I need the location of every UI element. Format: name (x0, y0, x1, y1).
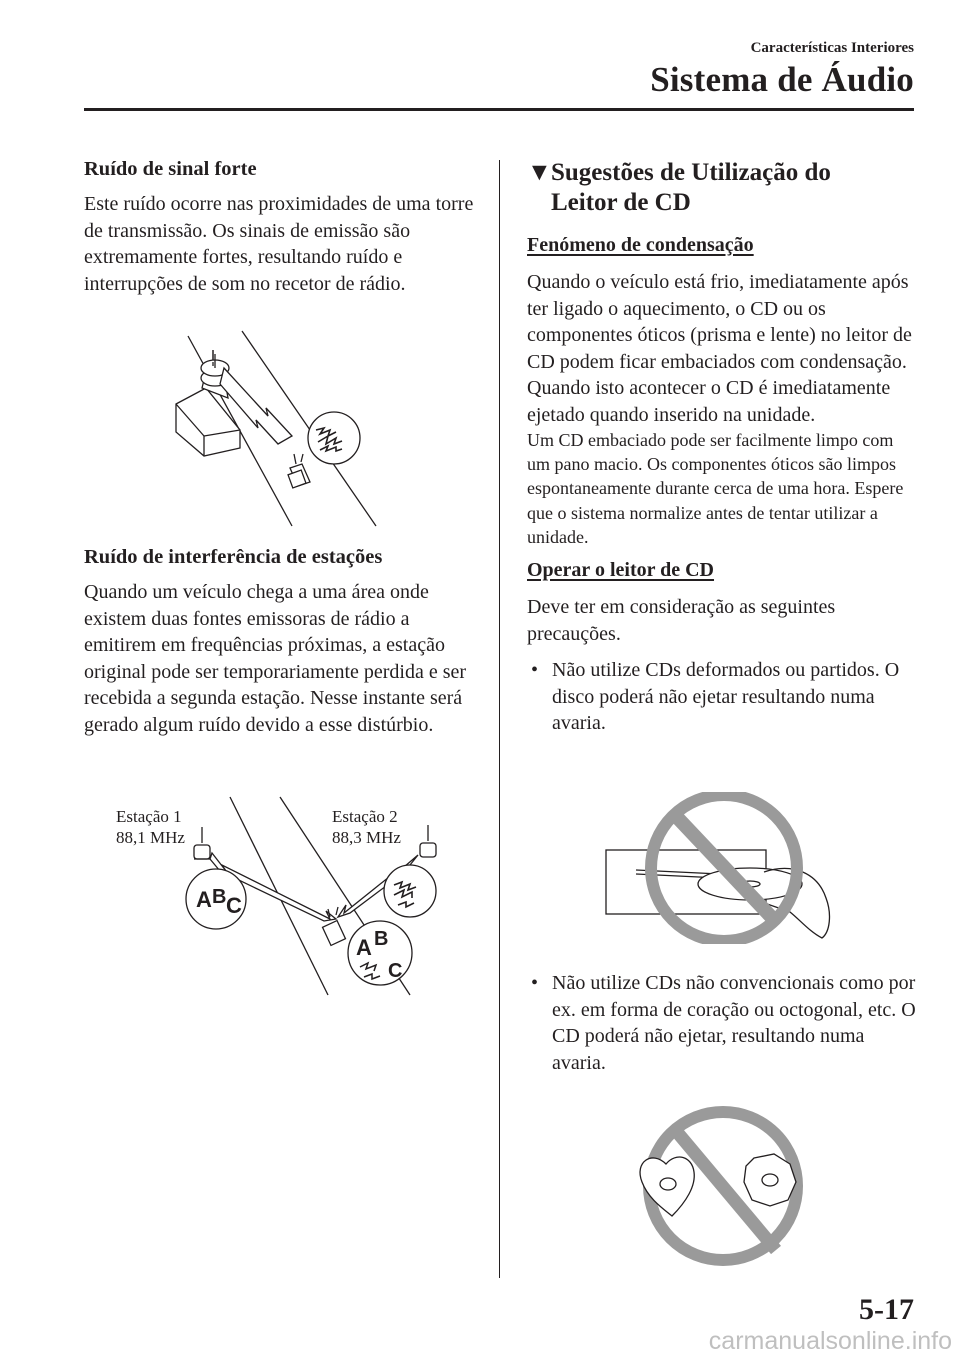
condensation-note: Um CD embaciado pode ser facilmente limpo com um pano macio. Os componentes óticos são limpos espontaneamente durante cerca de uma hora. Espere que o sistema normalize antes de tentar utilizar a unidade. (527, 430, 904, 547)
strong-signal-text: Este ruído ocorre nas proximidades de uma torre de transmissão. Os sinais de emissão são extremamente fortes, resultando ruído e interrupções de som no recetor de rádio. (84, 193, 474, 295)
operate-cd-heading: Operar o leitor de CD (527, 559, 715, 582)
svg-text:C: C (388, 960, 403, 982)
bullet-dot-icon: • (531, 659, 539, 682)
svg-text:C: C (226, 893, 242, 918)
watermark: carmanualsonline.info (708, 1327, 952, 1355)
svg-text:A: A (356, 935, 372, 960)
column-divider (499, 160, 500, 1278)
interference-heading: Ruído de interferência de estações (84, 546, 383, 568)
condensation-heading: Fenómeno de condensação (527, 234, 754, 256)
cd-tips-heading-line2: Leitor de CD (551, 189, 691, 216)
bullet-dot-icon: • (531, 972, 539, 994)
cd-tips-heading-line1: Sugestões de Utilização do (551, 159, 831, 186)
station1-label: Estação 1 (116, 807, 182, 826)
no-damaged-cd-figure (604, 792, 844, 944)
station2-frequency: 88,3 MHz (332, 828, 401, 847)
bullet-item (527, 970, 917, 1076)
svg-text:A: A (196, 887, 212, 912)
page-title: Sistema de Áudio (650, 60, 914, 99)
right-column (527, 158, 917, 737)
bullet-item (527, 657, 917, 737)
right-column-2 (527, 970, 917, 1076)
page-number: 5-17 (859, 1293, 914, 1326)
triangle-down-icon: ▼ (527, 159, 552, 186)
operate-cd-text: Deve ter em consideração as seguintes precauções. (527, 596, 836, 645)
station1-frequency: 88,1 MHz (116, 828, 185, 847)
no-nonstandard-cd-figure (628, 1102, 818, 1270)
cd-tips-heading (527, 158, 917, 218)
condensation-text: Quando o veículo está frio, imediatamente após ter ligado o aquecimento, o CD ou os componentes óticos (prisma e lente) no leitor de CD podem ficar embaciados com condensação. Quando isto acontecer o CD é imediatamente ejetado quando inserido na unidade. (527, 271, 912, 426)
interference-text: Quando um veículo chega a uma área onde existem duas fontes emissoras de rádio a emitirem em frequências próximas, a estação original pode ser temporariamente perdida e ser recebida a segunda estação. Nesse instante será gerado algum ruído devido a esse distúrbio. (84, 581, 467, 736)
header-rule (84, 108, 914, 111)
chapter-label: Características Interiores (750, 40, 914, 56)
svg-text:B: B (212, 886, 227, 908)
left-column (84, 158, 484, 297)
bullet-text: Não utilize CDs não convencionais como por ex. em forma de coração ou octogonal, etc. O CD poderá não ejetar, resultando numa avaria. (552, 972, 916, 1074)
strong-signal-heading: Ruído de sinal forte (84, 158, 257, 180)
station-interference-figure (180, 795, 450, 1000)
bullet-text: Não utilize CDs deformados ou partidos. O disco poderá não ejetar resultando numa avaria. (552, 659, 900, 735)
svg-text:B: B (374, 928, 389, 950)
station2-label: Estação 2 (332, 807, 398, 826)
transmission-tower-figure (170, 326, 380, 530)
left-column-2 (84, 546, 484, 738)
